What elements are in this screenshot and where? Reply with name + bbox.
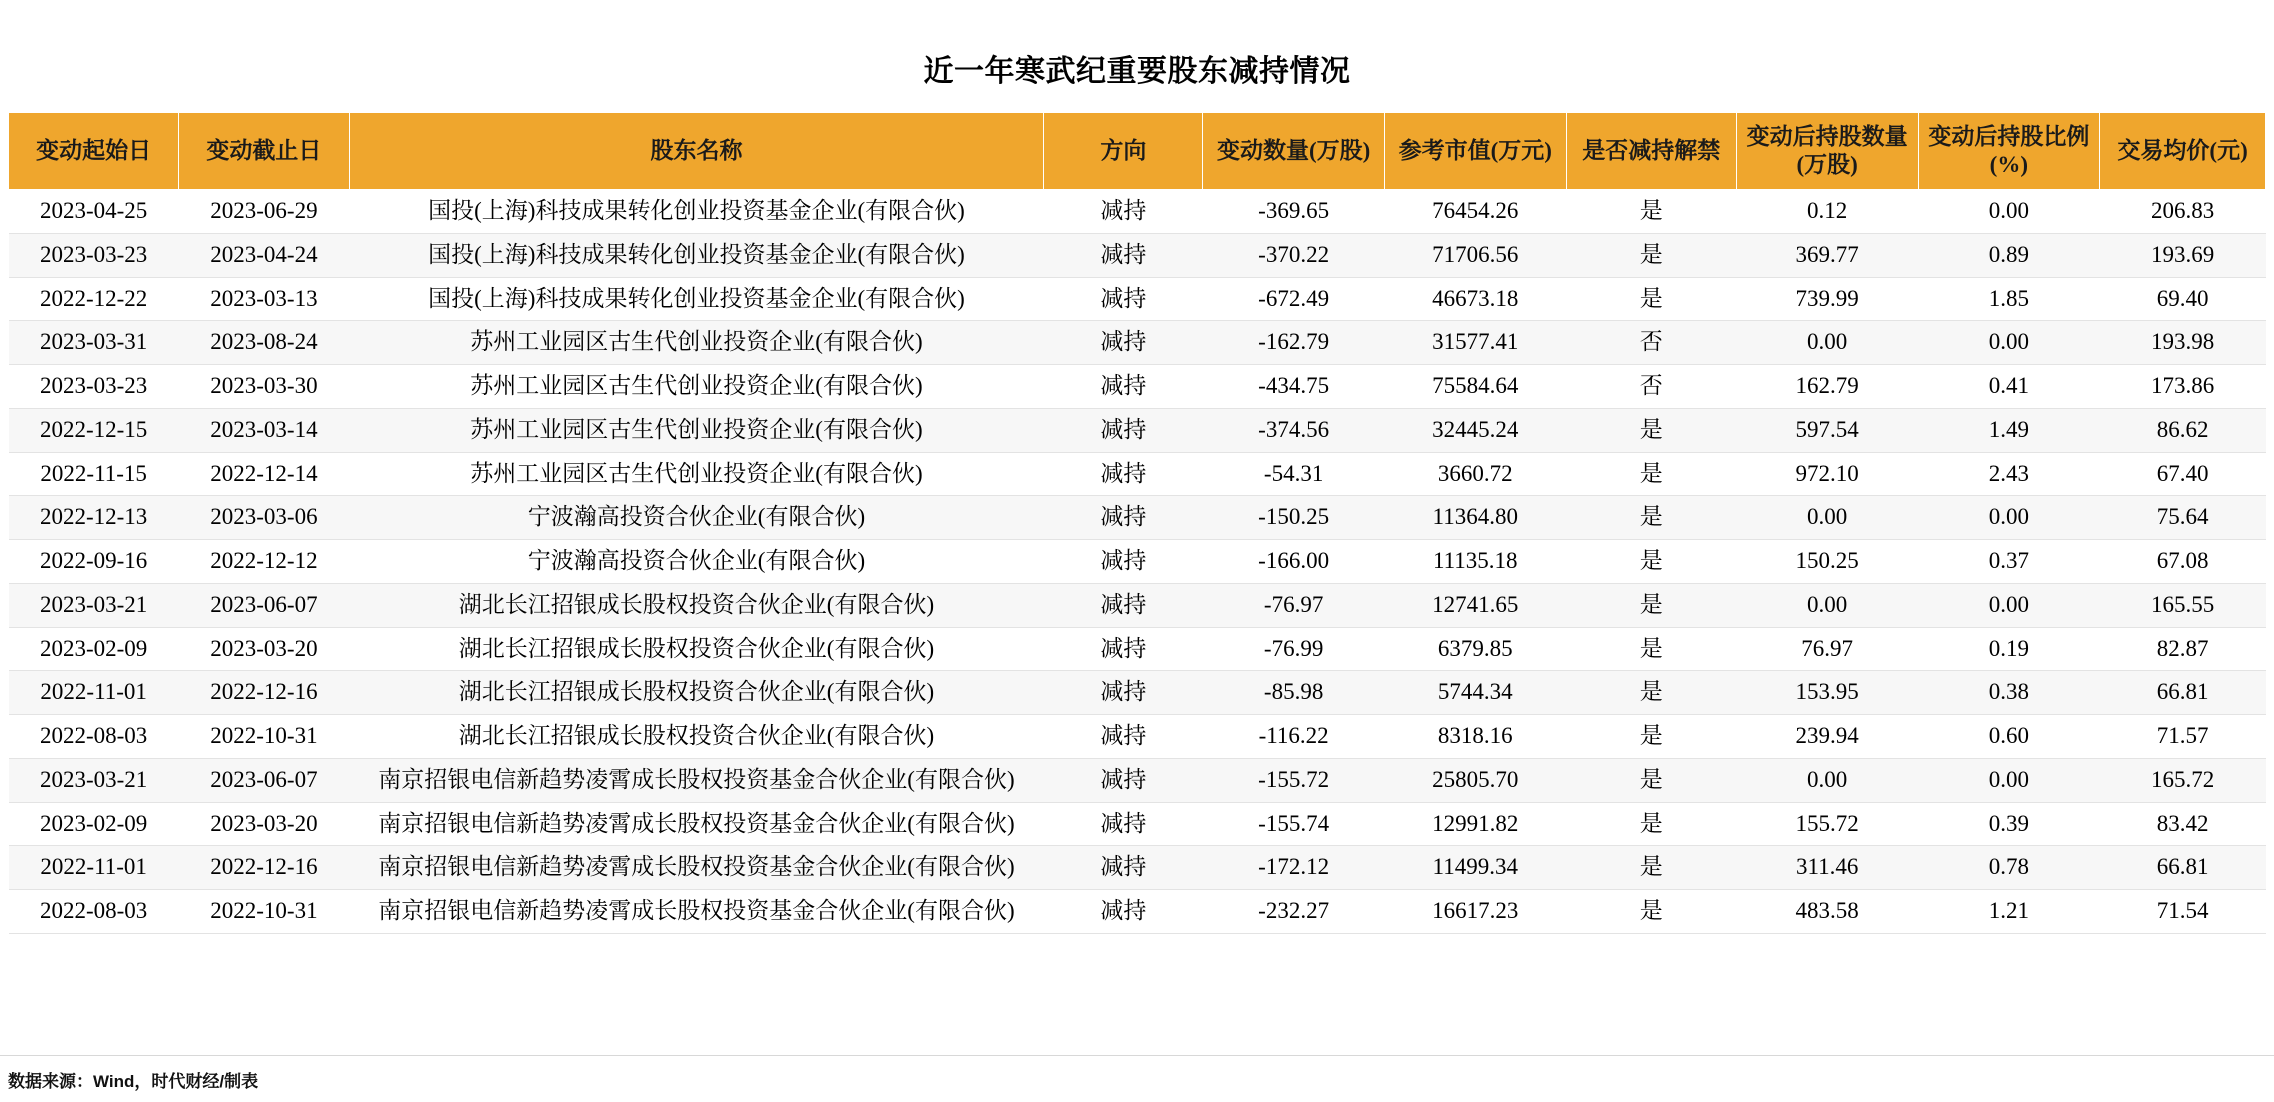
table-row <box>9 496 2266 540</box>
cell-direction: 减持 <box>1044 846 1203 890</box>
cell-direction: 减持 <box>1044 802 1203 846</box>
cell-post-holding-ratio: 0.00 <box>1918 190 2100 234</box>
table-row <box>9 540 2266 584</box>
cell-start-date: 2022-12-22 <box>9 277 179 321</box>
cell-reference-value: 25805.70 <box>1384 758 1566 802</box>
cell-average-price: 71.54 <box>2100 890 2266 934</box>
cell-direction: 减持 <box>1044 365 1203 409</box>
cell-shareholder-name: 国投(上海)科技成果转化创业投资基金企业(有限合伙) <box>349 277 1044 321</box>
cell-post-holding-quantity: 739.99 <box>1736 277 1918 321</box>
cell-average-price: 67.08 <box>2100 540 2266 584</box>
page-title: 近一年寒武纪重要股东减持情况 <box>923 55 1351 88</box>
cell-reference-value: 76454.26 <box>1384 190 1566 234</box>
column-header-direction: 方向 <box>1044 113 1203 190</box>
table-row <box>9 321 2266 365</box>
cell-change-quantity: -150.25 <box>1203 496 1385 540</box>
cell-end-date: 2022-10-31 <box>179 715 349 759</box>
cell-lifted-restriction: 是 <box>1566 627 1736 671</box>
cell-post-holding-quantity: 153.95 <box>1736 671 1918 715</box>
cell-average-price: 83.42 <box>2100 802 2266 846</box>
cell-start-date: 2023-03-23 <box>9 365 179 409</box>
table-row <box>9 190 2266 234</box>
table-row <box>9 452 2266 496</box>
cell-lifted-restriction: 是 <box>1566 583 1736 627</box>
cell-direction: 减持 <box>1044 540 1203 584</box>
cell-change-quantity: -155.74 <box>1203 802 1385 846</box>
cell-end-date: 2023-03-20 <box>179 802 349 846</box>
cell-shareholder-name: 南京招银电信新趋势凌霄成长股权投资基金合伙企业(有限合伙) <box>349 802 1044 846</box>
cell-reference-value: 16617.23 <box>1384 890 1566 934</box>
shareholder-reduction-table <box>8 112 2266 934</box>
table-row <box>9 408 2266 452</box>
cell-reference-value: 11499.34 <box>1384 846 1566 890</box>
cell-start-date: 2022-09-16 <box>9 540 179 584</box>
cell-end-date: 2023-06-29 <box>179 190 349 234</box>
cell-shareholder-name: 苏州工业园区古生代创业投资企业(有限合伙) <box>349 321 1044 365</box>
cell-reference-value: 8318.16 <box>1384 715 1566 759</box>
cell-change-quantity: -166.00 <box>1203 540 1385 584</box>
column-header-lifted-restriction: 是否减持解禁 <box>1566 113 1736 190</box>
cell-average-price: 67.40 <box>2100 452 2266 496</box>
cell-reference-value: 32445.24 <box>1384 408 1566 452</box>
cell-start-date: 2023-02-09 <box>9 802 179 846</box>
cell-average-price: 75.64 <box>2100 496 2266 540</box>
column-header-post-holding-ratio: 变动后持股比例(%) <box>1918 113 2100 190</box>
cell-post-holding-ratio: 0.89 <box>1918 233 2100 277</box>
cell-direction: 减持 <box>1044 627 1203 671</box>
cell-shareholder-name: 湖北长江招银成长股权投资合伙企业(有限合伙) <box>349 671 1044 715</box>
cell-reference-value: 3660.72 <box>1384 452 1566 496</box>
cell-lifted-restriction: 是 <box>1566 540 1736 584</box>
column-header-average-price: 交易均价(元) <box>2100 113 2266 190</box>
cell-change-quantity: -54.31 <box>1203 452 1385 496</box>
cell-shareholder-name: 苏州工业园区古生代创业投资企业(有限合伙) <box>349 408 1044 452</box>
cell-average-price: 206.83 <box>2100 190 2266 234</box>
cell-reference-value: 75584.64 <box>1384 365 1566 409</box>
cell-average-price: 165.72 <box>2100 758 2266 802</box>
cell-end-date: 2022-12-12 <box>179 540 349 584</box>
table-body <box>9 190 2266 934</box>
cell-change-quantity: -155.72 <box>1203 758 1385 802</box>
cell-post-holding-quantity: 972.10 <box>1736 452 1918 496</box>
cell-shareholder-name: 苏州工业园区古生代创业投资企业(有限合伙) <box>349 452 1044 496</box>
cell-start-date: 2022-12-13 <box>9 496 179 540</box>
cell-lifted-restriction: 是 <box>1566 496 1736 540</box>
table-row <box>9 846 2266 890</box>
cell-start-date: 2023-04-25 <box>9 190 179 234</box>
cell-shareholder-name: 国投(上海)科技成果转化创业投资基金企业(有限合伙) <box>349 190 1044 234</box>
cell-lifted-restriction: 否 <box>1566 321 1736 365</box>
cell-lifted-restriction: 是 <box>1566 846 1736 890</box>
cell-end-date: 2023-03-06 <box>179 496 349 540</box>
cell-average-price: 165.55 <box>2100 583 2266 627</box>
table-row <box>9 758 2266 802</box>
cell-change-quantity: -232.27 <box>1203 890 1385 934</box>
cell-change-quantity: -116.22 <box>1203 715 1385 759</box>
cell-end-date: 2023-03-30 <box>179 365 349 409</box>
cell-post-holding-ratio: 0.19 <box>1918 627 2100 671</box>
cell-post-holding-ratio: 1.21 <box>1918 890 2100 934</box>
cell-post-holding-ratio: 0.00 <box>1918 583 2100 627</box>
cell-post-holding-quantity: 0.00 <box>1736 583 1918 627</box>
cell-average-price: 193.98 <box>2100 321 2266 365</box>
cell-shareholder-name: 宁波瀚高投资合伙企业(有限合伙) <box>349 540 1044 584</box>
table-row <box>9 715 2266 759</box>
cell-reference-value: 46673.18 <box>1384 277 1566 321</box>
cell-direction: 减持 <box>1044 758 1203 802</box>
cell-reference-value: 11364.80 <box>1384 496 1566 540</box>
cell-lifted-restriction: 是 <box>1566 758 1736 802</box>
table-container <box>0 112 2274 934</box>
cell-start-date: 2022-08-03 <box>9 890 179 934</box>
table-header-row <box>9 113 2266 190</box>
cell-average-price: 193.69 <box>2100 233 2266 277</box>
cell-end-date: 2022-12-16 <box>179 846 349 890</box>
cell-shareholder-name: 南京招银电信新趋势凌霄成长股权投资基金合伙企业(有限合伙) <box>349 846 1044 890</box>
column-header-post-holding-quantity: 变动后持股数量(万股) <box>1736 113 1918 190</box>
cell-average-price: 82.87 <box>2100 627 2266 671</box>
cell-change-quantity: -672.49 <box>1203 277 1385 321</box>
cell-average-price: 66.81 <box>2100 846 2266 890</box>
cell-start-date: 2022-12-15 <box>9 408 179 452</box>
column-header-shareholder-name: 股东名称 <box>349 113 1044 190</box>
cell-shareholder-name: 南京招银电信新趋势凌霄成长股权投资基金合伙企业(有限合伙) <box>349 758 1044 802</box>
cell-post-holding-quantity: 239.94 <box>1736 715 1918 759</box>
cell-post-holding-ratio: 0.38 <box>1918 671 2100 715</box>
cell-start-date: 2023-03-21 <box>9 758 179 802</box>
cell-direction: 减持 <box>1044 190 1203 234</box>
cell-post-holding-ratio: 0.00 <box>1918 758 2100 802</box>
cell-post-holding-quantity: 0.00 <box>1736 496 1918 540</box>
table-row <box>9 671 2266 715</box>
cell-average-price: 69.40 <box>2100 277 2266 321</box>
table-row <box>9 802 2266 846</box>
cell-post-holding-quantity: 597.54 <box>1736 408 1918 452</box>
cell-post-holding-quantity: 311.46 <box>1736 846 1918 890</box>
cell-end-date: 2022-10-31 <box>179 890 349 934</box>
cell-average-price: 71.57 <box>2100 715 2266 759</box>
cell-start-date: 2022-11-15 <box>9 452 179 496</box>
cell-reference-value: 6379.85 <box>1384 627 1566 671</box>
cell-shareholder-name: 苏州工业园区古生代创业投资企业(有限合伙) <box>349 365 1044 409</box>
table-row <box>9 365 2266 409</box>
cell-change-quantity: -162.79 <box>1203 321 1385 365</box>
cell-reference-value: 71706.56 <box>1384 233 1566 277</box>
cell-direction: 减持 <box>1044 583 1203 627</box>
table-row <box>9 233 2266 277</box>
table-row <box>9 890 2266 934</box>
cell-post-holding-ratio: 0.00 <box>1918 496 2100 540</box>
cell-change-quantity: -370.22 <box>1203 233 1385 277</box>
table-row <box>9 627 2266 671</box>
cell-average-price: 173.86 <box>2100 365 2266 409</box>
cell-lifted-restriction: 是 <box>1566 233 1736 277</box>
cell-change-quantity: -369.65 <box>1203 190 1385 234</box>
cell-post-holding-quantity: 155.72 <box>1736 802 1918 846</box>
cell-post-holding-ratio: 1.85 <box>1918 277 2100 321</box>
cell-reference-value: 5744.34 <box>1384 671 1566 715</box>
column-header-start-date: 变动起始日 <box>9 113 179 190</box>
cell-change-quantity: -76.97 <box>1203 583 1385 627</box>
cell-change-quantity: -85.98 <box>1203 671 1385 715</box>
cell-lifted-restriction: 是 <box>1566 408 1736 452</box>
cell-end-date: 2023-06-07 <box>179 583 349 627</box>
cell-direction: 减持 <box>1044 671 1203 715</box>
cell-reference-value: 31577.41 <box>1384 321 1566 365</box>
cell-start-date: 2023-02-09 <box>9 627 179 671</box>
cell-post-holding-ratio: 0.37 <box>1918 540 2100 584</box>
cell-reference-value: 11135.18 <box>1384 540 1566 584</box>
cell-shareholder-name: 宁波瀚高投资合伙企业(有限合伙) <box>349 496 1044 540</box>
cell-end-date: 2022-12-16 <box>179 671 349 715</box>
cell-post-holding-quantity: 0.00 <box>1736 758 1918 802</box>
cell-shareholder-name: 南京招银电信新趋势凌霄成长股权投资基金合伙企业(有限合伙) <box>349 890 1044 934</box>
cell-post-holding-quantity: 369.77 <box>1736 233 1918 277</box>
cell-change-quantity: -374.56 <box>1203 408 1385 452</box>
cell-reference-value: 12991.82 <box>1384 802 1566 846</box>
cell-direction: 减持 <box>1044 408 1203 452</box>
cell-end-date: 2022-12-14 <box>179 452 349 496</box>
cell-end-date: 2023-08-24 <box>179 321 349 365</box>
cell-post-holding-quantity: 150.25 <box>1736 540 1918 584</box>
cell-end-date: 2023-06-07 <box>179 758 349 802</box>
table-row <box>9 277 2266 321</box>
cell-start-date: 2023-03-23 <box>9 233 179 277</box>
cell-lifted-restriction: 是 <box>1566 190 1736 234</box>
cell-start-date: 2022-11-01 <box>9 846 179 890</box>
column-header-end-date: 变动截止日 <box>179 113 349 190</box>
cell-post-holding-ratio: 0.60 <box>1918 715 2100 759</box>
cell-start-date: 2022-08-03 <box>9 715 179 759</box>
cell-direction: 减持 <box>1044 890 1203 934</box>
cell-shareholder-name: 湖北长江招银成长股权投资合伙企业(有限合伙) <box>349 627 1044 671</box>
cell-post-holding-quantity: 76.97 <box>1736 627 1918 671</box>
cell-start-date: 2023-03-31 <box>9 321 179 365</box>
cell-post-holding-ratio: 0.39 <box>1918 802 2100 846</box>
cell-end-date: 2023-03-14 <box>179 408 349 452</box>
cell-lifted-restriction: 是 <box>1566 671 1736 715</box>
footer <box>0 1055 2274 1102</box>
cell-direction: 减持 <box>1044 715 1203 759</box>
column-header-reference-value: 参考市值(万元) <box>1384 113 1566 190</box>
table-row <box>9 583 2266 627</box>
cell-end-date: 2023-04-24 <box>179 233 349 277</box>
cell-lifted-restriction: 是 <box>1566 890 1736 934</box>
cell-lifted-restriction: 是 <box>1566 277 1736 321</box>
cell-start-date: 2022-11-01 <box>9 671 179 715</box>
cell-post-holding-quantity: 0.12 <box>1736 190 1918 234</box>
cell-end-date: 2023-03-13 <box>179 277 349 321</box>
cell-post-holding-ratio: 0.00 <box>1918 321 2100 365</box>
cell-change-quantity: -76.99 <box>1203 627 1385 671</box>
cell-average-price: 66.81 <box>2100 671 2266 715</box>
cell-lifted-restriction: 是 <box>1566 452 1736 496</box>
cell-change-quantity: -172.12 <box>1203 846 1385 890</box>
cell-shareholder-name: 湖北长江招银成长股权投资合伙企业(有限合伙) <box>349 715 1044 759</box>
cell-lifted-restriction: 是 <box>1566 715 1736 759</box>
cell-shareholder-name: 国投(上海)科技成果转化创业投资基金企业(有限合伙) <box>349 233 1044 277</box>
cell-start-date: 2023-03-21 <box>9 583 179 627</box>
column-header-change-quantity: 变动数量(万股) <box>1203 113 1385 190</box>
cell-direction: 减持 <box>1044 233 1203 277</box>
cell-lifted-restriction: 是 <box>1566 802 1736 846</box>
cell-average-price: 86.62 <box>2100 408 2266 452</box>
cell-reference-value: 12741.65 <box>1384 583 1566 627</box>
cell-change-quantity: -434.75 <box>1203 365 1385 409</box>
source-note: 数据来源：Wind，时代财经/制表 <box>8 1071 259 1091</box>
cell-post-holding-ratio: 2.43 <box>1918 452 2100 496</box>
cell-post-holding-quantity: 483.58 <box>1736 890 1918 934</box>
cell-direction: 减持 <box>1044 452 1203 496</box>
cell-direction: 减持 <box>1044 496 1203 540</box>
cell-post-holding-ratio: 0.78 <box>1918 846 2100 890</box>
cell-post-holding-quantity: 0.00 <box>1736 321 1918 365</box>
cell-post-holding-ratio: 1.49 <box>1918 408 2100 452</box>
cell-direction: 减持 <box>1044 321 1203 365</box>
cell-post-holding-ratio: 0.41 <box>1918 365 2100 409</box>
cell-lifted-restriction: 否 <box>1566 365 1736 409</box>
cell-direction: 减持 <box>1044 277 1203 321</box>
cell-shareholder-name: 湖北长江招银成长股权投资合伙企业(有限合伙) <box>349 583 1044 627</box>
cell-end-date: 2023-03-20 <box>179 627 349 671</box>
table-header <box>9 113 2266 190</box>
cell-post-holding-quantity: 162.79 <box>1736 365 1918 409</box>
